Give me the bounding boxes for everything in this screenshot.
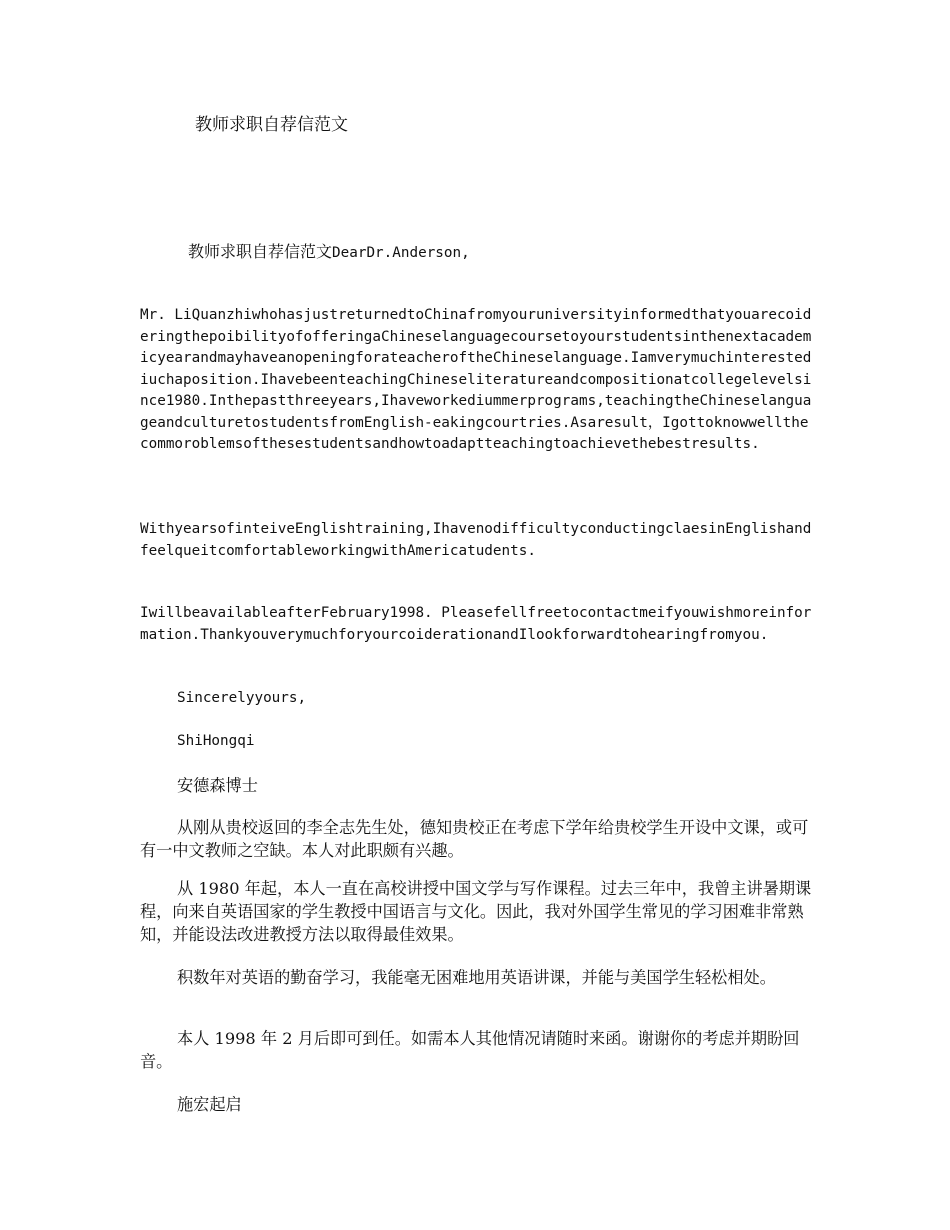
chinese-paragraph-4: 本人 1998 年 2 月后即可到任。如需本人其他情况请随时来函。谢谢你的考虑并期盼回音。	[140, 1029, 800, 1071]
chinese-paragraph-3: 积数年对英语的勤奋学习，我能毫无困难地用英语讲课，并能与美国学生轻松相处。	[177, 968, 776, 987]
chinese-paragraph-2: 从 1980 年起，本人一直在高校讲授中国文学与写作课程。过去三年中，我曾主讲暑期课程，向来自英语国家的学生教授中国语言与文化。因此，我对外国学生常见的学习困难非常熟知，并能设法改进教授方法以取得最佳效果。	[140, 879, 812, 944]
english-paragraph-2: WithyearsofinteiveEnglishtraining,IhavenodifficultyconductingclaesinEnglishandfeelqueitcomfortableworkingwithAmericatudents.	[140, 521, 812, 559]
chinese-paragraph-1: 从刚从贵校返回的李全志先生处，德知贵校正在考虑下学年给贵校学生开设中文课，或可有一中文教师之空缺。本人对此职颇有兴趣。	[140, 818, 809, 860]
document-title: 教师求职自荐信范文	[195, 115, 348, 135]
english-paragraph-1: Mr. LiQuanzhiwhohasjustreturnedtoChinafromyouruniversityinformedthatyouarecoideringthepoibilityofofferingaChineselanguagecoursetoyourstudentsinthenextacademicyearandmayhaveanopeningforateacheroftheChineselanguage.Iamverymuchinterestediuchaposition.IhavebeenteachingChineseliteratureandcompositionatcollegelevelsince1980.Inthepastthreeyears,Ihaveworkediummerprograms,teachingtheChineselanguageandculturetostudentsfromEnglish-eakingcourtries.Asaresult，Igottoknowwellthecommoroblemsofthesestudentsandhowtoadaptteachingtoachievethebestresults.	[140, 307, 812, 452]
signature-en: ShiHongqi	[177, 733, 255, 749]
salutation-cn: 安德森博士	[177, 776, 258, 795]
greeting-cn-prefix: 教师求职自荐信范文	[188, 242, 333, 261]
signature-cn: 施宏起启	[177, 1095, 242, 1114]
closing-en: Sincerelyyours,	[177, 690, 307, 706]
greeting-en: DearDr.Anderson,	[332, 245, 470, 261]
english-paragraph-3: IwillbeavailableafterFebruary1998. Pleasefellfreetocontactmeifyouwishmoreinformation.ThankyouverymuchforyourcoiderationandIlookforwardtohearingfromyou.	[140, 605, 812, 643]
greeting-line	[188, 241, 470, 264]
